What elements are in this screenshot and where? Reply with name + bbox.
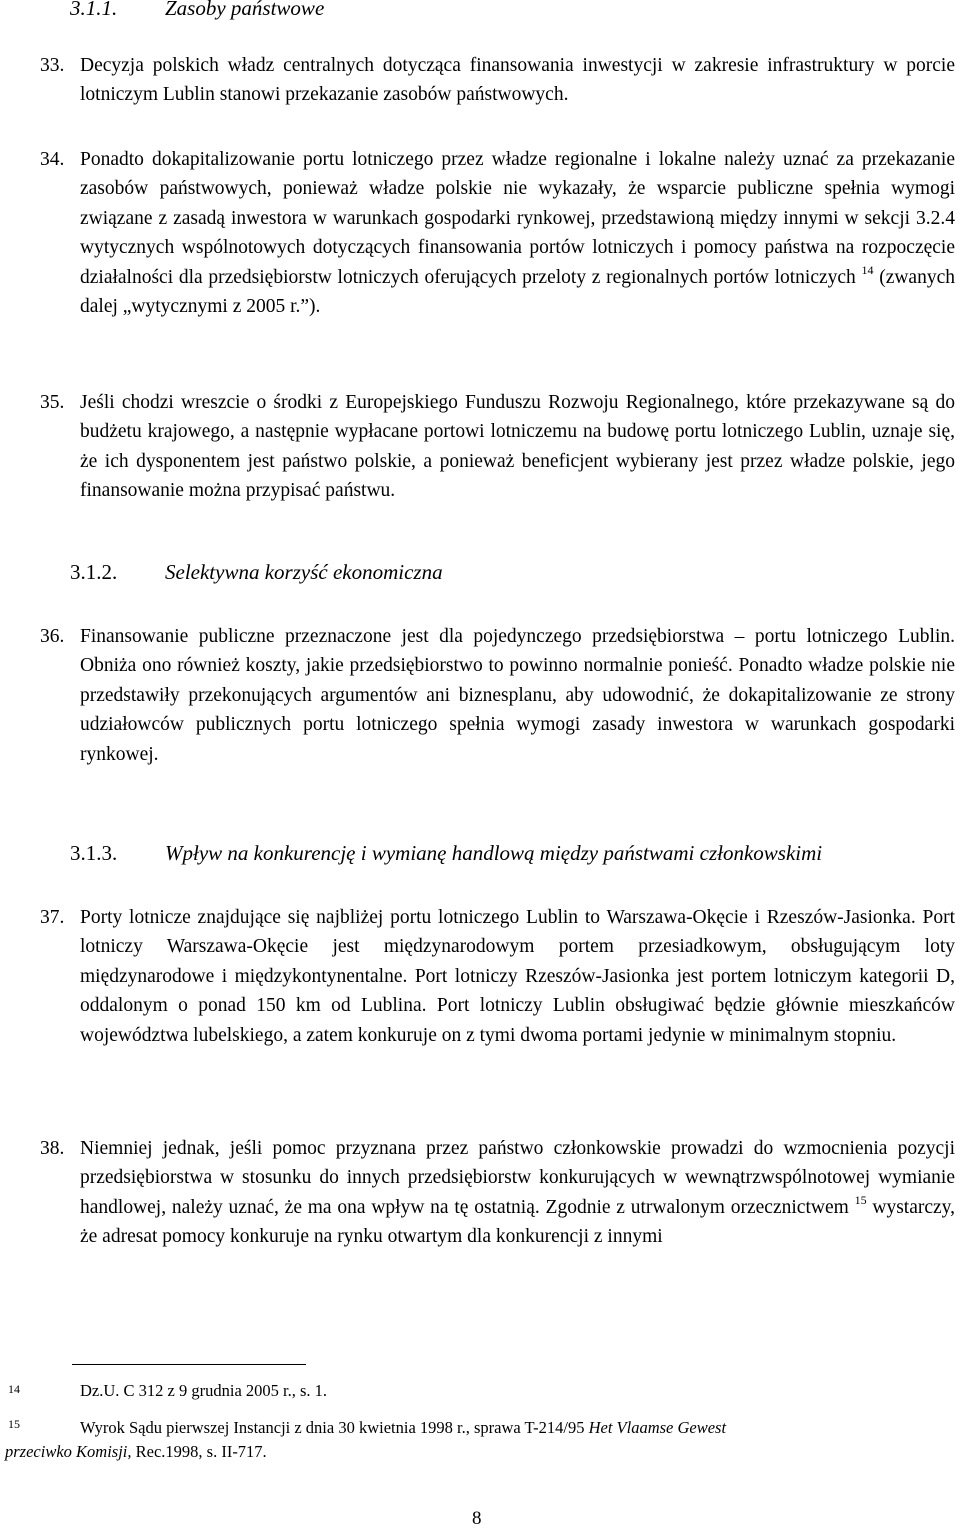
footnote-case-name-cont: przeciwko Komisji,	[5, 1442, 132, 1461]
page-number: 8	[472, 1508, 482, 1529]
heading-number: 3.1.2.	[70, 560, 118, 584]
section-heading-3-1-2	[70, 560, 443, 585]
paragraph-text: Jeśli chodzi wreszcie o środki z Europejskiego Funduszu Rozwoju Regionalnego, które przekazywane są do budżetu krajowego, a następnie wypłacane portowi lotniczemu na budowę portu lotniczego Lublin, uznaje się, że ich dysponentem jest państwo polskie, a ponieważ beneficjent wybierany jest przez władze polskie, jego finansowanie można przypisać państwu.	[80, 392, 955, 502]
section-heading-3-1-3	[70, 841, 822, 866]
footnote-citation: Wyrok Sądu pierwszej Instancji z dnia 30 kwietnia 1998 r., sprawa T-214/95	[80, 1418, 589, 1437]
heading-title: Zasoby państwowe	[165, 0, 325, 20]
paragraph-35	[40, 388, 955, 506]
heading-title: Selektywna korzyść ekonomiczna	[165, 560, 443, 584]
heading-number: 3.1.1.	[70, 0, 118, 20]
paragraph-number: 38.	[40, 1138, 65, 1159]
footnote-text: Dz.U. C 312 z 9 grudnia 2005 r., s. 1.	[80, 1381, 328, 1400]
paragraph-number: 37.	[40, 907, 65, 928]
paragraph-number: 33.	[40, 55, 65, 76]
footnote-text-line2	[5, 1439, 267, 1465]
paragraph-37	[40, 903, 955, 1050]
paragraph-text: Decyzja polskich władz centralnych dotycząca finansowania inwestycji w zakresie infrastruktury w porcie lotniczym Lublin stanowi przekazanie zasobów państwowych.	[80, 55, 955, 106]
heading-title: Wpływ na konkurencję i wymianę handlową między państwami członkowskimi	[165, 841, 823, 865]
footnote-ref-14[interactable]: 14	[861, 262, 874, 277]
paragraph-36	[40, 622, 955, 769]
footnote-case-name: Het Vlaamse Gewest	[588, 1418, 727, 1437]
paragraph-text: Finansowanie publiczne przeznaczone jest dla pojedynczego przedsiębiorstwa – portu lotniczego Lublin. Obniża ono również koszty, jakie przedsiębiorstwo to powinno normalnie ponieść. Ponadto władze polskie nie przedstawiły przekonujących argumentów ani biznesplanu, aby udowodnić, że dokapitalizowanie ze strony udziałowców publicznych portu lotniczego spełnia wymogi zasady inwestora w warunkach gospodarki rynkowej.	[80, 626, 955, 765]
paragraph-text: Niemniej jednak, jeśli pomoc przyznana przez państwo członkowskie prowadzi do wzmocnienia pozycji przedsiębiorstwa w stosunku do innych przedsiębiorstw konkurujących w wewnątrzwspólnotowej wymianie handlowej, należy uznać, że ma ona wpływ na tę ostatnią. Zgodnie z utrwalonym orzecznictwem	[80, 1138, 955, 1218]
footnote-ref-15[interactable]: 15	[854, 1192, 867, 1207]
paragraph-33	[40, 51, 955, 110]
footnote-reference: Rec.1998, s. II-717.	[131, 1442, 267, 1461]
paragraph-text: Porty lotnicze znajdujące się najbliżej portu lotniczego Lublin to Warszawa-Okęcie i Rzeszów-Jasionka. Port lotniczy Warszawa-Okęcie jest międzynarodowym portem przesiadkowym, obsługującym loty międzynarodowe i międzykontynentalne. Port lotniczy Rzeszów-Jasionka jest portem lotniczym kategorii D, oddalonym o ponad 150 km od Lublina. Port lotniczy Lublin obsługiwać będzie głównie mieszkańców województwa lubelskiego, a zatem konkuruje on z tymi dwoma portami jedynie w minimalnym stopniu.	[80, 907, 955, 1046]
footnote-text-line1	[80, 1415, 726, 1441]
paragraph-number: 35.	[40, 392, 65, 413]
paragraph-38	[40, 1134, 956, 1252]
section-heading-3-1-1	[70, 0, 324, 21]
footnote-divider	[72, 1364, 306, 1365]
paragraph-text-cont: wystarczy, że adresat pomocy konkuruje na rynku otwartym dla konkurencji z innymi	[80, 1196, 956, 1248]
paragraph-number: 36.	[40, 626, 65, 647]
footnote-mark: 15	[8, 1417, 20, 1431]
paragraph-34	[40, 145, 955, 321]
paragraph-number: 34.	[40, 149, 65, 170]
footnote-mark: 14	[8, 1382, 20, 1396]
paragraph-text-cont: (zwanych dalej „wytycznymi z 2005 r.”).	[80, 266, 955, 318]
heading-number: 3.1.3.	[70, 841, 118, 865]
paragraph-text: Ponadto dokapitalizowanie portu lotniczego przez władze regionalne i lokalne należy uznać za przekazanie zasobów państwowych, ponieważ władze polskie nie wykazały, że wsparcie publiczne spełnia wymogi związane z zasadą inwestora w warunkach gospodarki rynkowej, przedstawioną między innymi w sekcji 3.2.4 wytycznych wspólnotowych dotyczących finansowania portów lotniczych i pomocy państwa na rozpoczęcie działalności dla przedsiębiorstw lotniczych oferujących przeloty z regionalnych portów lotniczych	[80, 149, 955, 288]
